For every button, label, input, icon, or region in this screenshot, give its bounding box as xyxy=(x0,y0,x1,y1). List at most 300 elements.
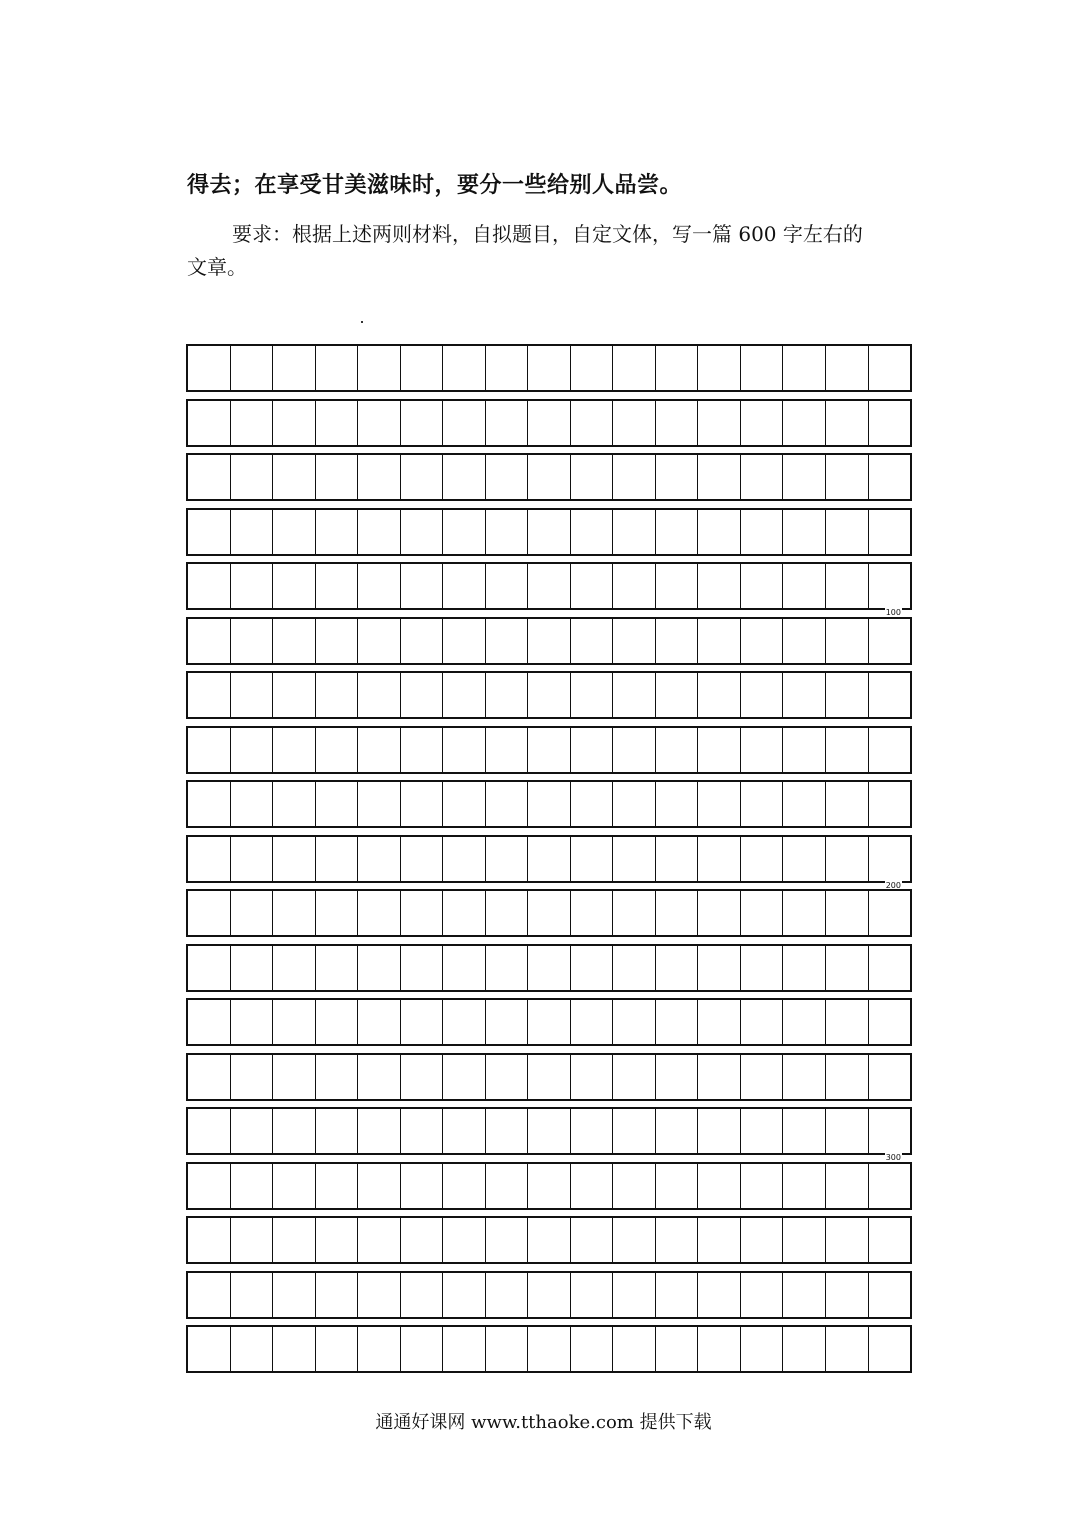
grid-cell xyxy=(782,564,825,608)
grid-row xyxy=(186,998,912,1046)
grid-row xyxy=(186,617,912,665)
grid-cell xyxy=(655,401,698,445)
grid-cell xyxy=(357,1000,400,1044)
grid-cell xyxy=(868,455,911,499)
grid-cell xyxy=(230,564,273,608)
grid-cell xyxy=(655,1218,698,1262)
grid-cell xyxy=(400,1164,443,1208)
grid-cell xyxy=(570,1273,613,1317)
grid-cell xyxy=(782,1218,825,1262)
grid-cell xyxy=(740,510,783,554)
grid-cell xyxy=(655,346,698,390)
grid-cell xyxy=(357,1164,400,1208)
grid-cell xyxy=(272,1164,315,1208)
grid-cell xyxy=(272,782,315,826)
grid-cell xyxy=(825,946,868,990)
grid-cell xyxy=(230,619,273,663)
grid-cell xyxy=(188,728,230,772)
grid-cell xyxy=(527,891,570,935)
word-count-marker: 200 xyxy=(885,880,901,890)
grid-cell xyxy=(868,564,911,608)
grid-cell xyxy=(527,455,570,499)
grid-row xyxy=(186,1325,912,1373)
grid-cell xyxy=(527,946,570,990)
grid-cell xyxy=(655,673,698,717)
requirement-line-1: 要求：根据上述两则材料，自拟题目，自定文体，写一篇 600 字左右的 xyxy=(232,222,863,246)
grid-cell xyxy=(188,401,230,445)
grid-cell xyxy=(527,673,570,717)
grid-cell xyxy=(188,510,230,554)
grid-cell xyxy=(740,1000,783,1044)
grid-cell xyxy=(527,346,570,390)
grid-cell xyxy=(188,946,230,990)
grid-cell xyxy=(442,1273,485,1317)
grid-cell xyxy=(612,455,655,499)
grid-cell xyxy=(357,1055,400,1099)
grid-cell xyxy=(782,782,825,826)
grid-cell xyxy=(527,564,570,608)
grid-cell xyxy=(230,891,273,935)
grid-cell xyxy=(442,1164,485,1208)
grid-cell xyxy=(612,510,655,554)
grid-cell xyxy=(230,728,273,772)
grid-cell xyxy=(570,510,613,554)
grid-cell xyxy=(230,1273,273,1317)
grid-cell xyxy=(868,946,911,990)
grid-cell xyxy=(612,782,655,826)
grid-row xyxy=(186,399,912,447)
grid-cell xyxy=(400,346,443,390)
grid-cell xyxy=(485,1055,528,1099)
grid-cell xyxy=(740,728,783,772)
grid-cell xyxy=(357,782,400,826)
grid-cell xyxy=(655,728,698,772)
grid-cell xyxy=(570,455,613,499)
grid-cell xyxy=(485,401,528,445)
grid-cell xyxy=(485,1273,528,1317)
grid-cell xyxy=(697,346,740,390)
footer-credit: 通通好课网 www.tthaoke.com 提供下载 xyxy=(375,1412,712,1433)
grid-cell xyxy=(825,455,868,499)
grid-cell xyxy=(740,346,783,390)
grid-cell xyxy=(697,1273,740,1317)
grid-cell xyxy=(740,401,783,445)
grid-cell xyxy=(357,837,400,881)
grid-cell xyxy=(697,891,740,935)
grid-cell xyxy=(655,1273,698,1317)
requirement-paragraph xyxy=(187,218,912,284)
grid-cell xyxy=(230,346,273,390)
grid-cell xyxy=(357,564,400,608)
grid-cell xyxy=(825,1109,868,1153)
grid-cell xyxy=(315,564,358,608)
grid-cell xyxy=(188,1109,230,1153)
grid-cell xyxy=(357,946,400,990)
grid-cell xyxy=(272,1273,315,1317)
grid-cell xyxy=(527,782,570,826)
grid-cell xyxy=(315,401,358,445)
grid-cell xyxy=(740,1055,783,1099)
grid-cell xyxy=(188,1000,230,1044)
grid-cell xyxy=(782,401,825,445)
grid-cell xyxy=(697,837,740,881)
grid-cell xyxy=(315,455,358,499)
grid-cell xyxy=(655,564,698,608)
grid-cell xyxy=(868,1273,911,1317)
grid-cell xyxy=(612,673,655,717)
grid-cell xyxy=(272,455,315,499)
grid-cell xyxy=(868,1327,911,1371)
grid-cell xyxy=(612,1327,655,1371)
grid-cell xyxy=(825,782,868,826)
grid-cell xyxy=(442,782,485,826)
grid-cell xyxy=(868,728,911,772)
grid-cell xyxy=(272,837,315,881)
grid-cell xyxy=(485,891,528,935)
grid-row xyxy=(186,1053,912,1101)
grid-cell xyxy=(697,401,740,445)
grid-cell xyxy=(188,837,230,881)
grid-cell xyxy=(400,401,443,445)
grid-row xyxy=(186,889,912,937)
grid-cell xyxy=(272,401,315,445)
grid-cell xyxy=(570,1055,613,1099)
grid-cell xyxy=(782,619,825,663)
grid-cell xyxy=(612,1218,655,1262)
grid-cell xyxy=(655,1055,698,1099)
grid-cell xyxy=(442,401,485,445)
grid-cell xyxy=(570,782,613,826)
grid-cell xyxy=(825,837,868,881)
grid-cell xyxy=(697,1000,740,1044)
grid-cell xyxy=(697,619,740,663)
grid-cell xyxy=(868,1055,911,1099)
grid-cell xyxy=(740,1164,783,1208)
grid-cell xyxy=(485,673,528,717)
grid-row xyxy=(186,944,912,992)
grid-cell xyxy=(442,564,485,608)
grid-cell xyxy=(357,401,400,445)
grid-cell xyxy=(230,1218,273,1262)
grid-cell xyxy=(230,837,273,881)
grid-cell xyxy=(825,1164,868,1208)
grid-cell xyxy=(272,1055,315,1099)
grid-cell xyxy=(740,673,783,717)
grid-cell xyxy=(570,1109,613,1153)
grid-cell xyxy=(442,1327,485,1371)
grid-cell xyxy=(230,1109,273,1153)
grid-cell xyxy=(740,782,783,826)
grid-cell xyxy=(272,564,315,608)
grid-cell xyxy=(188,619,230,663)
grid-cell xyxy=(697,673,740,717)
grid-cell xyxy=(655,455,698,499)
grid-cell xyxy=(230,673,273,717)
requirement-line-2: 文章。 xyxy=(187,255,247,279)
grid-cell xyxy=(740,891,783,935)
grid-cell xyxy=(868,1218,911,1262)
grid-cell xyxy=(740,455,783,499)
grid-cell xyxy=(357,1218,400,1262)
grid-cell xyxy=(485,1218,528,1262)
material-text-line: 得去；在享受甘美滋味时，要分一些给别人品尝。 xyxy=(187,173,683,198)
grid-cell xyxy=(442,673,485,717)
grid-cell xyxy=(697,1109,740,1153)
grid-cell xyxy=(570,891,613,935)
grid-cell xyxy=(400,1109,443,1153)
grid-cell xyxy=(315,1164,358,1208)
grid-cell xyxy=(740,619,783,663)
grid-cell xyxy=(315,1327,358,1371)
grid-cell xyxy=(315,891,358,935)
grid-cell xyxy=(655,837,698,881)
grid-cell xyxy=(272,619,315,663)
grid-cell xyxy=(825,891,868,935)
grid-cell xyxy=(272,1000,315,1044)
grid-cell xyxy=(400,564,443,608)
grid-cell xyxy=(442,837,485,881)
grid-cell xyxy=(570,946,613,990)
grid-cell xyxy=(697,1218,740,1262)
grid-cell xyxy=(570,346,613,390)
grid-cell xyxy=(825,728,868,772)
grid-cell xyxy=(357,1273,400,1317)
grid-cell xyxy=(442,1055,485,1099)
grid-cell xyxy=(442,1000,485,1044)
grid-cell xyxy=(485,455,528,499)
grid-cell xyxy=(868,1164,911,1208)
grid-row xyxy=(186,1107,912,1162)
grid-cell xyxy=(188,455,230,499)
grid-cell xyxy=(740,946,783,990)
grid-cell xyxy=(357,619,400,663)
grid-cell xyxy=(527,1273,570,1317)
grid-cell xyxy=(697,510,740,554)
grid-cell xyxy=(612,946,655,990)
grid-cell xyxy=(697,455,740,499)
grid-cell xyxy=(400,619,443,663)
grid-cell xyxy=(782,1164,825,1208)
grid-cell xyxy=(188,782,230,826)
grid-cell xyxy=(230,782,273,826)
grid-cell xyxy=(272,1218,315,1262)
grid-cell xyxy=(188,891,230,935)
grid-cell xyxy=(527,1327,570,1371)
grid-cell xyxy=(188,1164,230,1208)
grid-cell xyxy=(315,782,358,826)
grid-cell xyxy=(782,510,825,554)
grid-cell xyxy=(442,455,485,499)
grid-cell xyxy=(740,837,783,881)
grid-cell xyxy=(442,891,485,935)
grid-cell xyxy=(400,728,443,772)
grid-cell xyxy=(825,510,868,554)
grid-cell xyxy=(655,1327,698,1371)
grid-cell xyxy=(315,837,358,881)
grid-cell xyxy=(272,728,315,772)
grid-cell xyxy=(485,782,528,826)
grid-cell xyxy=(527,1055,570,1099)
grid-cell xyxy=(272,346,315,390)
grid-cell xyxy=(655,891,698,935)
grid-cell xyxy=(655,510,698,554)
grid-cell xyxy=(740,1218,783,1262)
grid-cell xyxy=(697,728,740,772)
grid-cell xyxy=(230,510,273,554)
grid-cell xyxy=(485,837,528,881)
grid-cell xyxy=(825,619,868,663)
grid-cell xyxy=(230,946,273,990)
grid-cell xyxy=(782,1109,825,1153)
grid-cell xyxy=(230,1164,273,1208)
grid-row xyxy=(186,1162,912,1210)
grid-cell xyxy=(527,619,570,663)
grid-cell xyxy=(188,564,230,608)
grid-cell xyxy=(357,673,400,717)
grid-cell xyxy=(570,1000,613,1044)
grid-cell xyxy=(527,1000,570,1044)
grid-cell xyxy=(442,1218,485,1262)
grid-cell xyxy=(315,1000,358,1044)
grid-cell xyxy=(188,673,230,717)
grid-cell xyxy=(400,1327,443,1371)
grid-cell xyxy=(357,1109,400,1153)
grid-cell xyxy=(485,1164,528,1208)
grid-cell xyxy=(400,673,443,717)
grid-cell xyxy=(868,673,911,717)
grid-row xyxy=(186,780,912,828)
grid-row xyxy=(186,508,912,556)
grid-cell xyxy=(230,1055,273,1099)
grid-cell xyxy=(612,564,655,608)
grid-cell xyxy=(612,1273,655,1317)
grid-cell xyxy=(442,346,485,390)
grid-cell xyxy=(400,891,443,935)
grid-cell xyxy=(400,455,443,499)
grid-cell xyxy=(782,728,825,772)
grid-cell xyxy=(485,728,528,772)
grid-cell xyxy=(782,1055,825,1099)
grid-row xyxy=(186,671,912,719)
grid-cell xyxy=(485,346,528,390)
grid-cell xyxy=(315,1055,358,1099)
grid-row xyxy=(186,344,912,392)
grid-row xyxy=(186,562,912,617)
grid-row xyxy=(186,835,912,890)
grid-cell xyxy=(782,837,825,881)
grid-cell xyxy=(825,401,868,445)
grid-cell xyxy=(697,946,740,990)
grid-cell xyxy=(570,1327,613,1371)
grid-cell xyxy=(315,673,358,717)
grid-cell xyxy=(655,782,698,826)
grid-cell xyxy=(357,346,400,390)
grid-cell xyxy=(315,728,358,772)
grid-cell xyxy=(825,1218,868,1262)
grid-cell xyxy=(868,346,911,390)
grid-cell xyxy=(315,946,358,990)
grid-cell xyxy=(868,619,911,663)
grid-cell xyxy=(442,1109,485,1153)
grid-cell xyxy=(612,619,655,663)
grid-row xyxy=(186,726,912,774)
grid-cell xyxy=(485,564,528,608)
grid-cell xyxy=(612,1055,655,1099)
grid-cell xyxy=(442,728,485,772)
grid-cell xyxy=(868,782,911,826)
grid-cell xyxy=(740,1327,783,1371)
grid-cell xyxy=(188,1327,230,1371)
grid-cell xyxy=(825,1000,868,1044)
grid-cell xyxy=(697,1327,740,1371)
grid-cell xyxy=(868,891,911,935)
grid-cell xyxy=(697,564,740,608)
grid-cell xyxy=(188,1273,230,1317)
grid-cell xyxy=(527,510,570,554)
grid-cell xyxy=(655,619,698,663)
grid-cell xyxy=(570,673,613,717)
grid-cell xyxy=(868,401,911,445)
grid-cell xyxy=(655,1164,698,1208)
grid-cell xyxy=(400,946,443,990)
grid-cell xyxy=(782,1000,825,1044)
grid-cell xyxy=(570,564,613,608)
grid-cell xyxy=(485,1327,528,1371)
grid-cell xyxy=(527,837,570,881)
grid-cell xyxy=(357,510,400,554)
grid-cell xyxy=(655,946,698,990)
grid-cell xyxy=(570,728,613,772)
grid-cell xyxy=(570,1164,613,1208)
grid-cell xyxy=(527,401,570,445)
grid-cell xyxy=(612,891,655,935)
grid-cell xyxy=(740,1109,783,1153)
word-count-marker: 300 xyxy=(885,1153,901,1162)
grid-cell xyxy=(400,1055,443,1099)
grid-cell xyxy=(740,564,783,608)
grid-cell xyxy=(570,619,613,663)
grid-cell xyxy=(527,728,570,772)
grid-cell xyxy=(272,946,315,990)
grid-cell xyxy=(782,1327,825,1371)
grid-cell xyxy=(230,1327,273,1371)
grid-cell xyxy=(697,1055,740,1099)
grid-cell xyxy=(527,1164,570,1208)
grid-cell xyxy=(825,564,868,608)
grid-cell xyxy=(782,455,825,499)
grid-cell xyxy=(868,510,911,554)
grid-cell xyxy=(570,1218,613,1262)
grid-row xyxy=(186,1271,912,1319)
grid-cell xyxy=(612,1000,655,1044)
word-count-marker: 100 xyxy=(885,608,901,617)
grid-cell xyxy=(315,510,358,554)
grid-cell xyxy=(315,346,358,390)
grid-cell xyxy=(782,673,825,717)
grid-cell xyxy=(400,782,443,826)
grid-cell xyxy=(612,1109,655,1153)
grid-cell xyxy=(188,346,230,390)
grid-cell xyxy=(485,1109,528,1153)
grid-cell xyxy=(825,346,868,390)
grid-cell xyxy=(825,673,868,717)
grid-cell xyxy=(612,401,655,445)
grid-cell xyxy=(400,510,443,554)
grid-cell xyxy=(315,1273,358,1317)
writing-grid xyxy=(186,344,912,1380)
grid-cell xyxy=(357,1327,400,1371)
grid-cell xyxy=(570,837,613,881)
